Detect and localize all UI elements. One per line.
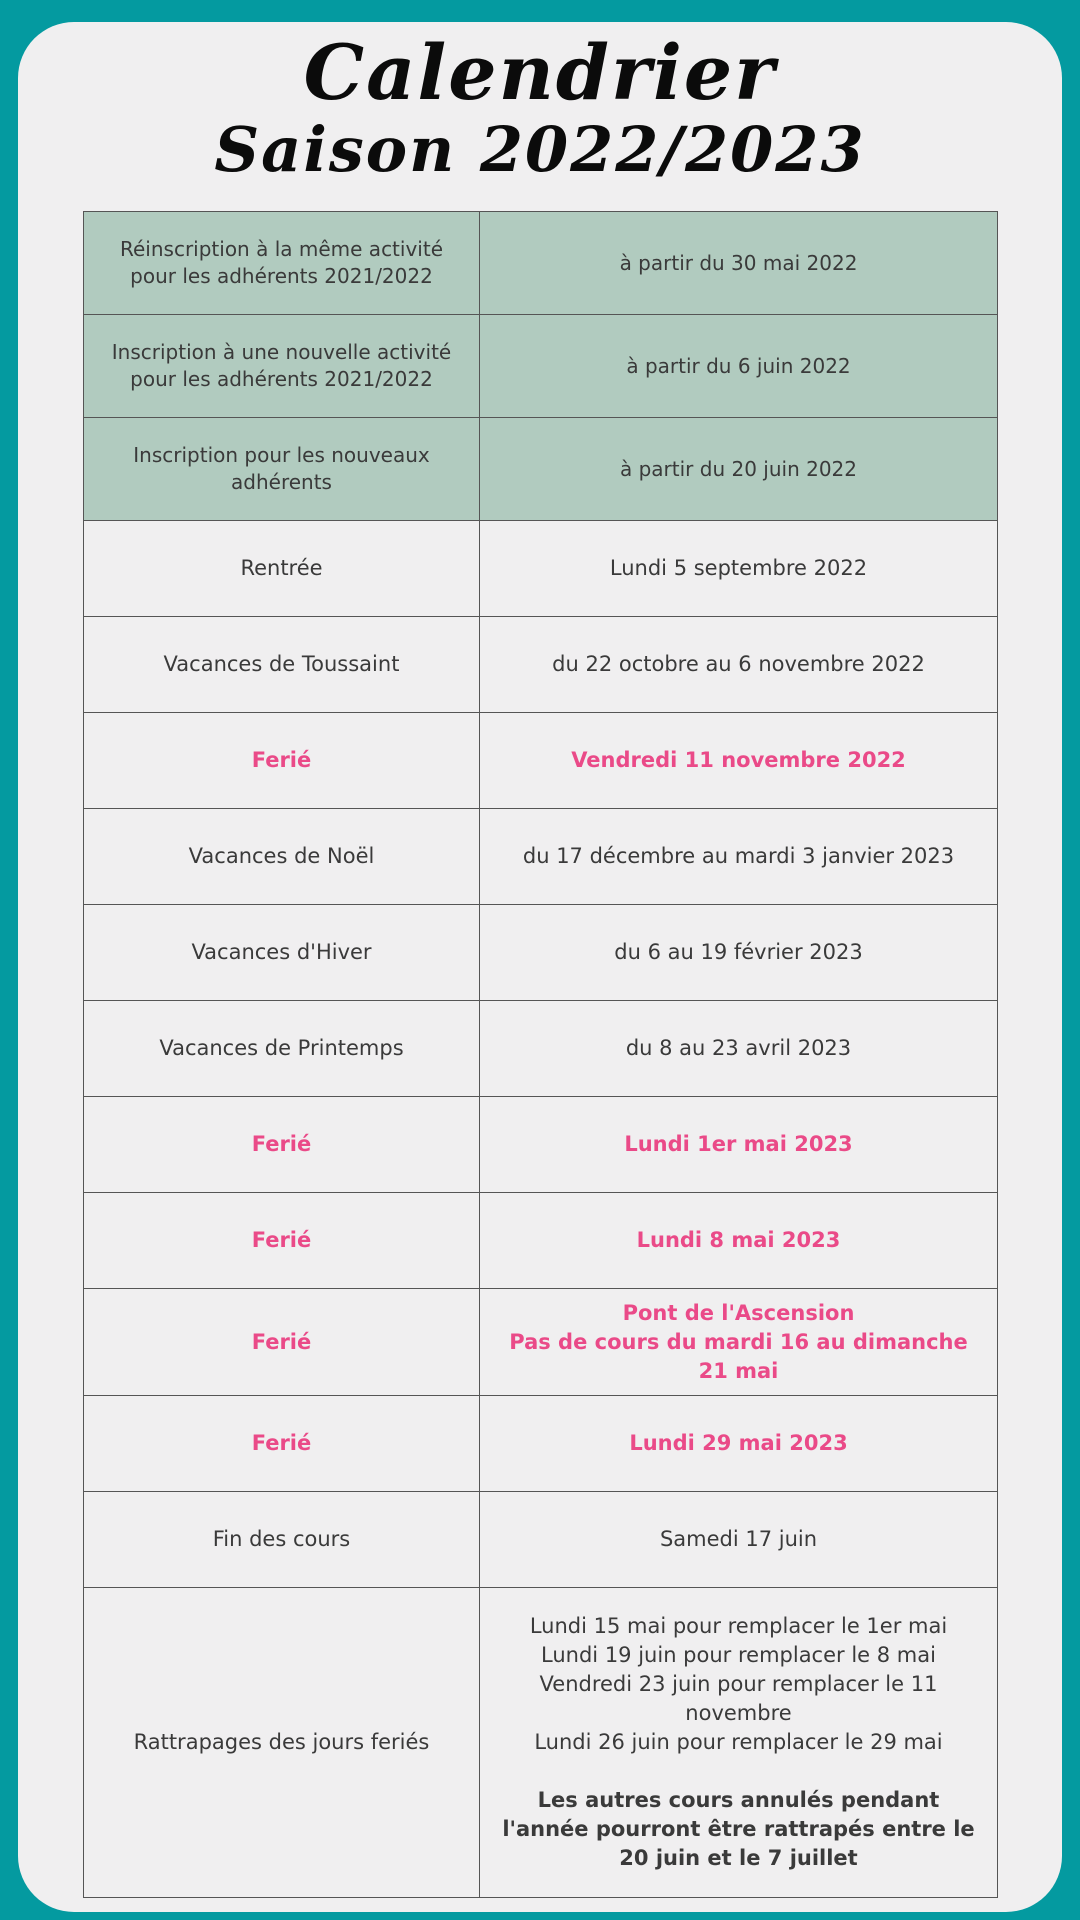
row-date: du 22 octobre au 6 novembre 2022 bbox=[480, 617, 998, 713]
table-row bbox=[84, 1097, 998, 1193]
season-subtitle: Saison 2022/2023 bbox=[214, 113, 866, 186]
row-date: à partir du 20 juin 2022 bbox=[480, 418, 998, 521]
row-date: Vendredi 11 novembre 2022 bbox=[480, 713, 998, 809]
row-label: Vacances d'Hiver bbox=[84, 905, 480, 1001]
calendar-table bbox=[83, 211, 998, 1898]
row-date: à partir du 30 mai 2022 bbox=[480, 212, 998, 315]
row-label: Ferié bbox=[84, 1193, 480, 1289]
row-date-line: Pont de l'Ascension bbox=[622, 1300, 855, 1325]
row-date: Lundi 5 septembre 2022 bbox=[480, 521, 998, 617]
makeup-line: Lundi 15 mai pour remplacer le 1er mai bbox=[529, 1614, 948, 1638]
makeup-note: Les autres cours annulés pendant l'année pourront être rattrapés entre le 20 juin et le 7 juillet bbox=[502, 1788, 975, 1870]
row-label: Inscription pour les nouveaux adhérents bbox=[84, 418, 480, 521]
makeup-line: Lundi 26 juin pour remplacer le 29 mai bbox=[534, 1730, 943, 1754]
row-label: Vacances de Printemps bbox=[84, 1001, 480, 1097]
row-date: Lundi 29 mai 2023 bbox=[480, 1396, 998, 1492]
table-row bbox=[84, 1588, 998, 1898]
row-date-line: Pas de cours du mardi 16 au dimanche 21 mai bbox=[509, 1329, 968, 1383]
table-row bbox=[84, 1289, 998, 1396]
table-row bbox=[84, 315, 998, 418]
table-row bbox=[84, 521, 998, 617]
row-date: Samedi 17 juin bbox=[480, 1492, 998, 1588]
row-label: Fin des cours bbox=[84, 1492, 480, 1588]
table-row bbox=[84, 809, 998, 905]
table-row bbox=[84, 1396, 998, 1492]
row-date: du 8 au 23 avril 2023 bbox=[480, 1001, 998, 1097]
table-row bbox=[84, 905, 998, 1001]
table-row bbox=[84, 713, 998, 809]
row-label: Vacances de Toussaint bbox=[84, 617, 480, 713]
row-label: Ferié bbox=[84, 1097, 480, 1193]
row-date: à partir du 6 juin 2022 bbox=[480, 315, 998, 418]
row-date: Lundi 8 mai 2023 bbox=[480, 1193, 998, 1289]
page-title: Calendrier bbox=[303, 28, 777, 117]
row-date: du 6 au 19 février 2023 bbox=[480, 905, 998, 1001]
row-label: Ferié bbox=[84, 1396, 480, 1492]
row-date: Lundi 1er mai 2023 bbox=[480, 1097, 998, 1193]
row-label: Rentrée bbox=[84, 521, 480, 617]
table-row bbox=[84, 1001, 998, 1097]
table-row bbox=[84, 1492, 998, 1588]
table-row bbox=[84, 617, 998, 713]
table-row bbox=[84, 418, 998, 521]
makeup-line: Lundi 19 juin pour remplacer le 8 mai bbox=[541, 1643, 936, 1667]
row-label: Ferié bbox=[84, 1289, 480, 1396]
row-label: Ferié bbox=[84, 713, 480, 809]
row-date: du 17 décembre au mardi 3 janvier 2023 bbox=[480, 809, 998, 905]
makeup-line: Vendredi 23 juin pour remplacer le 11 novembre bbox=[539, 1672, 938, 1725]
row-label: Vacances de Noël bbox=[84, 809, 480, 905]
row-label: Réinscription à la même activité pour les adhérents 2021/2022 bbox=[84, 212, 480, 315]
table-row bbox=[84, 212, 998, 315]
row-date bbox=[480, 1289, 998, 1396]
row-label: Inscription à une nouvelle activité pour les adhérents 2021/2022 bbox=[84, 315, 480, 418]
row-date bbox=[480, 1588, 998, 1898]
row-label: Rattrapages des jours feriés bbox=[84, 1588, 480, 1898]
table-row bbox=[84, 1193, 998, 1289]
